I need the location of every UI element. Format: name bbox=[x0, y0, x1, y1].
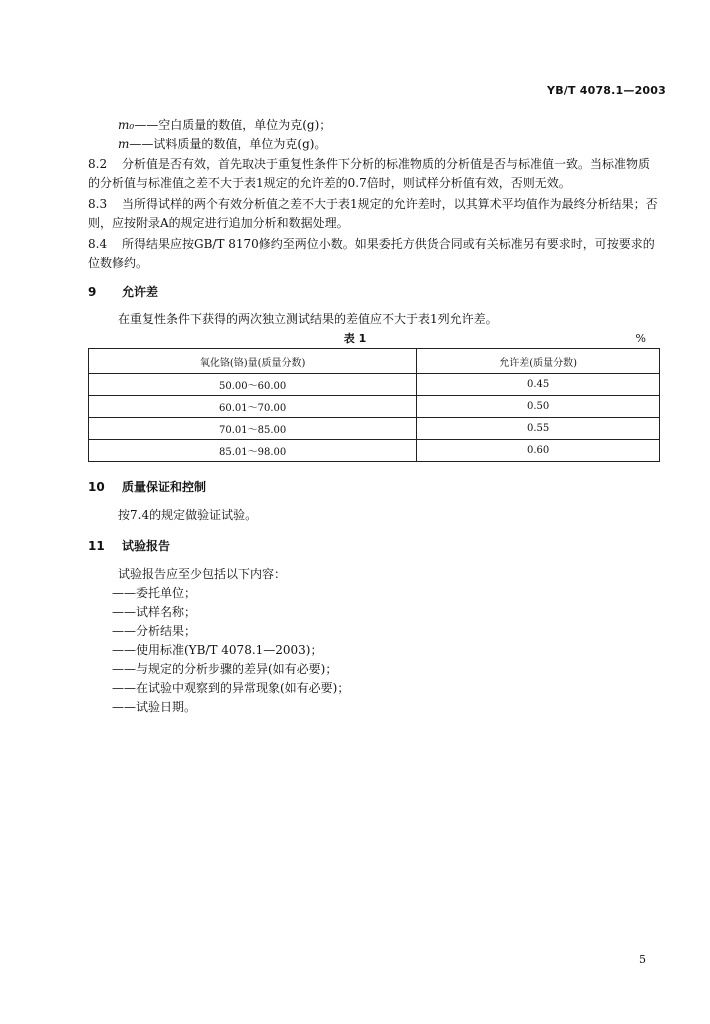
list-item: ——试验日期。 bbox=[112, 700, 197, 714]
clause-text: 分析值是否有效，首先取决于重复性条件下分析的标准物质的分析值是否与标准值一致。当标准物质的分析值与标准值之差不大于表1规定的允许差的0.7倍时，则试样分析值有效，否则无效。 bbox=[88, 157, 651, 190]
list-item: ——使用标准(YB/T 4078.1—2003)； bbox=[112, 643, 323, 657]
symbol-m0: m₀ bbox=[118, 118, 135, 132]
definition-m bbox=[118, 135, 326, 153]
tolerance-table bbox=[88, 348, 660, 462]
section-9-intro: 在重复性条件下获得的两次独立测试结果的差值应不大于表1列允许差。 bbox=[118, 312, 498, 326]
cell-tolerance: 0.55 bbox=[417, 418, 660, 440]
table-row bbox=[89, 418, 660, 440]
list-item: ——委托单位； bbox=[112, 586, 197, 600]
list-item: ——试样名称； bbox=[112, 605, 197, 619]
section-title: 试验报告 bbox=[122, 539, 171, 553]
clause-8-4 bbox=[88, 235, 660, 273]
table-row bbox=[89, 396, 660, 418]
clause-number: 8.4 bbox=[88, 237, 108, 251]
page-number: 5 bbox=[639, 953, 646, 966]
clause-number: 8.2 bbox=[88, 157, 108, 171]
definition-m-text: ——试料质量的数值，单位为克(g)。 bbox=[129, 137, 327, 151]
definition-m0 bbox=[118, 116, 331, 134]
cell-range: 70.01～85.00 bbox=[89, 418, 417, 440]
clause-8-3 bbox=[88, 195, 660, 233]
section-11-heading bbox=[88, 537, 170, 555]
header-content-range: 氧化铬(铬)量(质量分数) bbox=[89, 349, 417, 374]
cell-range: 85.01～98.00 bbox=[89, 440, 417, 462]
cell-tolerance: 0.60 bbox=[417, 440, 660, 462]
clause-8-2 bbox=[88, 155, 660, 193]
section-number: 11 bbox=[88, 539, 105, 553]
clause-text: 当所得试样的两个有效分析值之差不大于表1规定的允许差时，以其算术平均值作为最终分析结果；否则，应按附录A的规定进行追加分析和数据处理。 bbox=[88, 197, 658, 230]
header-tolerance: 允许差(质量分数) bbox=[417, 349, 660, 374]
clause-text: 所得结果应按GB/T 8170修约至两位小数。如果委托方供货合同或有关标准另有要求时，可按要求的位数修约。 bbox=[88, 237, 655, 270]
cell-range: 60.01～70.00 bbox=[89, 396, 417, 418]
standard-number-header: YB/T 4078.1—2003 bbox=[547, 84, 666, 97]
section-number: 10 bbox=[88, 480, 105, 494]
clause-number: 8.3 bbox=[88, 197, 108, 211]
table-row bbox=[89, 374, 660, 396]
list-item: ——分析结果； bbox=[112, 624, 197, 638]
table-caption: 表 1 bbox=[343, 332, 367, 345]
table-header-row bbox=[89, 349, 660, 374]
section-9-heading bbox=[88, 283, 158, 301]
section-number: 9 bbox=[88, 285, 97, 299]
section-title: 质量保证和控制 bbox=[122, 480, 207, 494]
section-10-text: 按7.4的规定做验证试验。 bbox=[118, 508, 258, 522]
cell-tolerance: 0.45 bbox=[417, 374, 660, 396]
section-title: 允许差 bbox=[122, 285, 159, 299]
list-item: ——与规定的分析步骤的差异(如有必要)； bbox=[112, 662, 338, 676]
table-row bbox=[89, 440, 660, 462]
cell-range: 50.00～60.00 bbox=[89, 374, 417, 396]
symbol-m: m bbox=[118, 137, 130, 151]
cell-tolerance: 0.50 bbox=[417, 396, 660, 418]
definition-m0-text: ——空白质量的数值，单位为克(g)； bbox=[134, 118, 332, 132]
section-11-intro: 试验报告应至少包括以下内容： bbox=[118, 567, 287, 581]
section-10-heading bbox=[88, 478, 206, 496]
table-unit: % bbox=[635, 332, 646, 345]
list-item: ——在试验中观察到的异常现象(如有必要)； bbox=[112, 681, 350, 695]
